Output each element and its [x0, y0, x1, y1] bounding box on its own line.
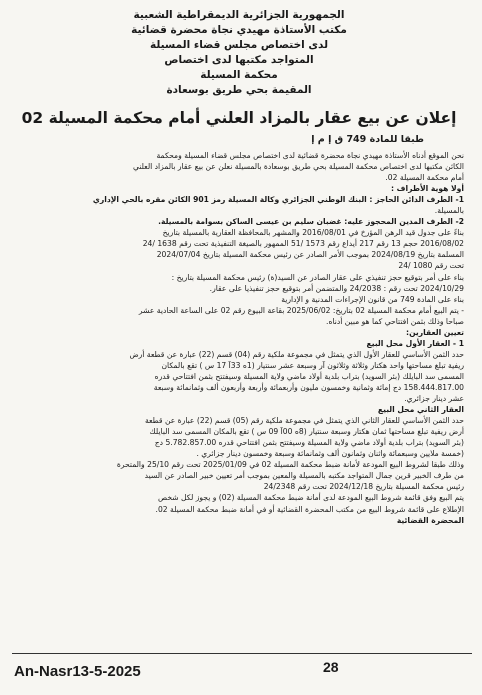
body-line: رئيس محكمة المسيلة بتاريخ 2024/12/18 تحت رقم 24/2348 [263, 482, 464, 492]
body-line: الكائن مكتبها لدى اختصاص محكمة المسيلة بحي طريق بوسعادة بالمسيلة نعلن عن بيع عقار بالمزاد العلني [133, 162, 464, 172]
body-line: 2024/10/29 تحت رقم : 24/2038 والمتضمن أمر بتوقيع حجز تنفيذيا على عقار. [209, 283, 464, 293]
body-line: أولا هوية الأطراف : [391, 184, 464, 194]
body-line: ريفية تبلغ مساحتها واحد هكتار وثلاثة وثلاثون آر وسبعة عشر سنتيار (1ه 33آ 17 س ) تقع بالمكان [161, 360, 464, 370]
body-line: العقار الثاني محل البيع [377, 405, 464, 415]
bailiff-header [14, 8, 464, 98]
body-line: المسمى سد البايلك (بئر السويد) بتراب بلدية أولاد ماضي ولاية المسيلة وسيفتتح بثمن افتتاحي قدره [154, 371, 464, 381]
body-line: 2016/08/02 حجم 13 رقم 217 أيداع رقم 1573 /51 الممهور بالصيغة التنفيذية تحت رقم 1638 /24 [142, 239, 464, 249]
body-line: نحن الموقع أدناه الأستاذة مهيدي نجاة محضرة قضائية لدى اختصاص مجلس قضاء المسيلة ومحكمة [156, 151, 464, 160]
body-line: تحت رقم 1080 /24 [398, 261, 464, 271]
body-line: أرض ريفية تبلغ مساحتها ثمان هكتار وسبعة سنتيار (8ه 00آ 09 س ) تقع بالمكان المسمى سد البايلك [149, 427, 464, 437]
body-line: المسلمة بتاريخ 2024/08/19 بموجب الأمر الصادر عن رئيس محكمة المسيلة بتاريخ 2024/07/04 [156, 250, 464, 260]
header-line: لدى اختصاص مجلس قضاء المسيلة [149, 39, 329, 51]
page-footer [0, 653, 482, 695]
body-line: 1- الطرف الدائن الحاجز : البنك الوطني الجزائري وكالة المسيلة رمز 901 الكائن مقره بالحي الإداري [92, 195, 464, 205]
legal-reference: طبقا للمادة 749 ق إ م إ [311, 134, 424, 145]
body-line: يتم البيع وفق قائمة شروط البيع المودعة لدى أمانة ضبط محكمة المسيلة (02) و يجوز لكل شخص [158, 493, 464, 503]
body-line: حدد الثمن الأساسي للعقار الثاني الذي يتمثل في مجموعة ملكية رقم (05) قسم (22) عبارة عن قطعة [144, 416, 464, 426]
body-line: 1 - العقار الأول محل البيع [366, 338, 464, 348]
page-number: 28 [323, 659, 339, 675]
header-line: المقيمة بحي طريق بوسعادة [166, 84, 312, 96]
body-line: الإطلاع على قائمة شروط البيع من مكتب المحضرة القضائية أو في أمانة ضبط محكمة المسيلة 02. [155, 504, 464, 514]
header-line: محكمة المسيلة [200, 69, 278, 81]
body-line: وذلك طبقا لشروط البيع المودعة لأمانة ضبط محكمة المسيلة 02 في 2025/01/09 تحت رقم 25/10 والمتحرة [116, 460, 464, 470]
body-line: بناء على المادة 749 من قانون الإجراءات المدنية و الإدارية [281, 294, 464, 304]
body-line: بناءً على جدول قيد الرهن المؤرخ في 2016/08/01 والمشهر بالمحافظة العقارية بالمسيلة بتاريخ [162, 228, 464, 238]
body-line: صباحا وذلك بثمن افتتاحي كما هو مبين أدناه. [326, 316, 464, 326]
footer-rule [12, 653, 472, 654]
header-line: مكتب الأستاذة مهيدي نجاة محضرة قضائية [131, 24, 347, 36]
announcement-body [14, 150, 464, 526]
body-line: المحضرة القضائية [396, 515, 464, 525]
body-line: 158.444.817.00 دج إمائة وثمانية وخمسون مليون وأربعمائة وأربعة وأربعون ألف وثمانمائة وسبعة [153, 382, 464, 392]
body-line: بالمسيلة. [434, 206, 464, 216]
body-line: عشر دينار جزائري. [404, 394, 464, 404]
body-line: تعيين العقارين: [406, 327, 464, 337]
body-line: من طرف الخبير قرين جمال المتواجد مكتبه بالمسيلة والمعين بموجب أمر تعيين خبير الصادر عن السيد [144, 471, 464, 481]
header-line: الجمهورية الجزائرية الديمقراطية الشعبية [133, 9, 345, 21]
body-line: أمام محكمة المسيلة 02. [385, 173, 464, 183]
body-line: 2- الطرف المدين المحجوز عليه: غضبان سليم بن عيسى الساكن بسوامة بالمسيلة. [158, 217, 464, 227]
announcement-title: إعلان عن بيع عقار بالمزاد العلني أمام محكمة المسيلة 02 [21, 109, 457, 127]
issue-date: An-Nasr13-5-2025 [14, 663, 141, 680]
body-line: (بئر السويد) بتراب بلدية أولاد ماضي ولاية المسيلة وسيفتتح بثمن افتتاحي قدره 5.782.857.00 دج [154, 438, 464, 448]
body-line: (خمسة ملايين وسبعمائة واثنان وثمانون ألف وثمانمائة وسبعة وخمسون دينار جزائري . [196, 449, 464, 459]
body-line: - يتم البيع أمام محكمة المسيلة 02 بتاريخ: 2025/06/02 بقاعة البيوع رقم 02 على الساعة الحادية عشر [138, 305, 464, 315]
body-line: بناء على أمر بتوقيع حجز تنفيذي على عقار الصادر عن السيد(ة) رئيس محكمة المسيلة بتاريخ : [171, 272, 464, 282]
body-line: حدد الثمن الأساسي للعقار الأول الذي يتمثل في مجموعة ملكية رقم (04) قسم (22) عبارة عن قطعة أرض [129, 349, 464, 359]
header-line: المتواجد مكتبها لدى اختصاص [164, 54, 314, 66]
